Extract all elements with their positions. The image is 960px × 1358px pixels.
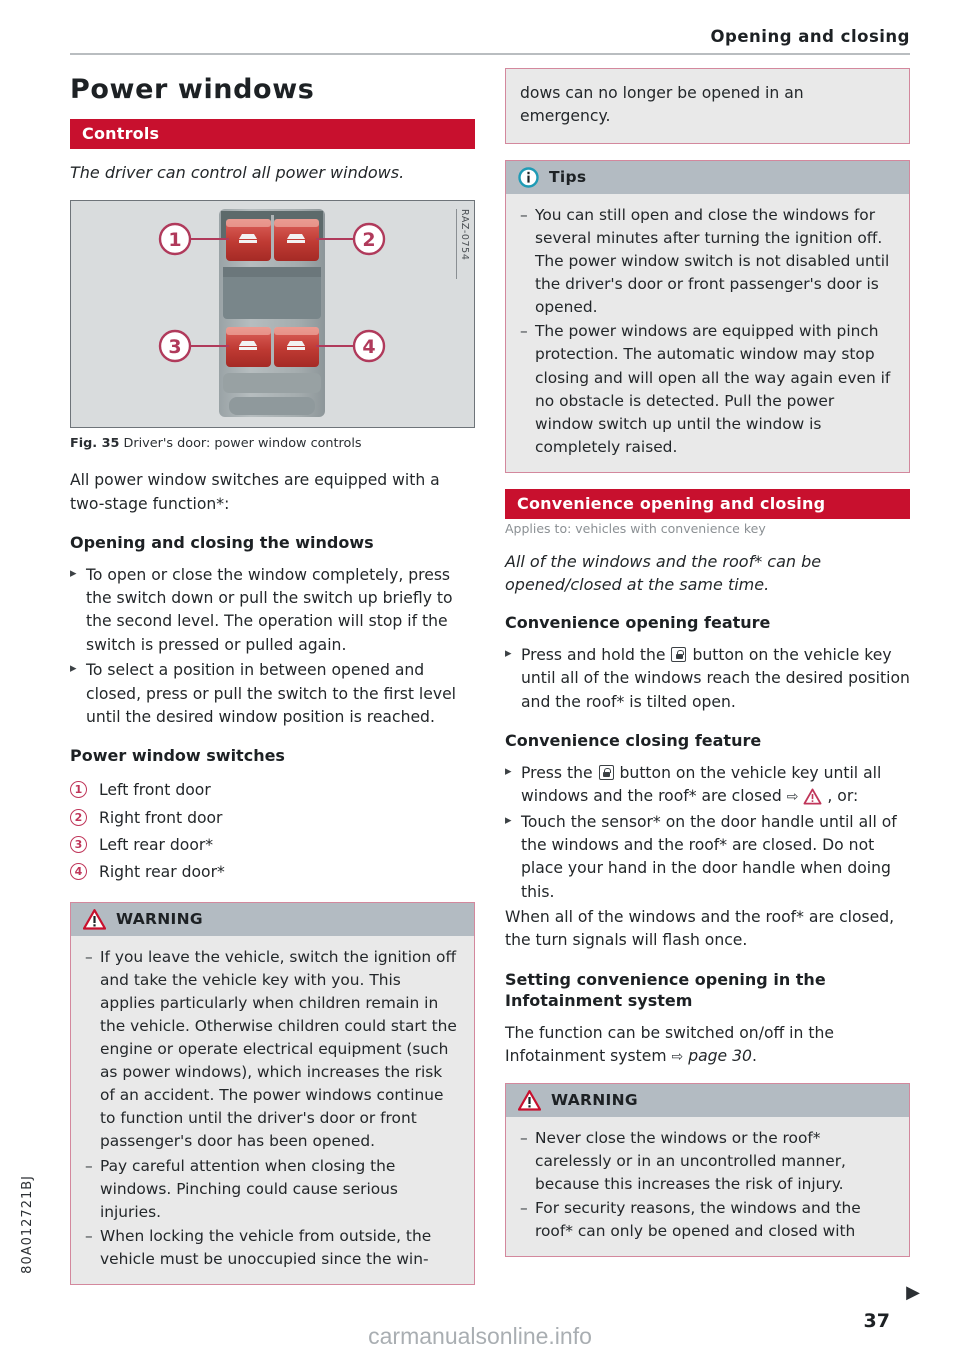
warning-box-left <box>70 902 475 1286</box>
list-item <box>70 777 475 804</box>
warning-box-header <box>506 1084 909 1117</box>
power-window-switches-heading: Power window switches <box>70 746 285 766</box>
tips-box-body <box>506 194 909 472</box>
convenience-closing-heading: Convenience closing feature <box>505 731 762 751</box>
warning-continuation-body <box>506 69 909 143</box>
warning-box-body <box>506 1117 909 1257</box>
figure-source-code: RAZ-0754 <box>456 209 470 279</box>
list-item <box>505 762 910 809</box>
key-lock-button-icon <box>671 647 686 662</box>
page-number: 37 <box>863 1310 890 1332</box>
opening-closing-steps <box>70 564 475 730</box>
figure-caption-text: Driver's door: power window controls <box>123 436 362 452</box>
warning-items <box>520 1127 895 1244</box>
tips-box-header <box>506 161 909 194</box>
figure-caption-label: Fig. 35 <box>70 436 120 452</box>
applies-to-note: Applies to: vehicles with convenience key <box>505 520 766 536</box>
svg-text:4: 4 <box>362 336 376 359</box>
cross-reference-arrow-icon: ⇨ <box>786 789 799 806</box>
callout-number-icon: 4 <box>70 863 87 880</box>
warning-triangle-icon <box>518 1090 541 1111</box>
warning-box-body <box>71 936 474 1285</box>
list-item: ▸ To open or close the window completely, press the switch down or pull the switch up briefly to the second level. The operation will stop if the switch is pressed or pulled again. <box>70 564 475 658</box>
warning-title: WARNING <box>116 910 203 929</box>
figure-caption <box>70 436 475 451</box>
right-column <box>505 68 910 1273</box>
list-item: – For security reasons, the windows and the roof* can only be opened and closed with <box>520 1197 895 1243</box>
page-title: Power windows <box>70 74 315 105</box>
turn-signal-note: When all of the windows and the roof* are closed, the turn signals will flash once. <box>505 908 895 950</box>
callout-number-icon: 2 <box>70 809 87 826</box>
section-header-controls: Controls <box>70 119 475 149</box>
continuation-arrow-icon: ▶ <box>906 1282 920 1303</box>
step-text-before-icon: Press and hold the <box>521 645 666 664</box>
power-window-switches-list <box>70 777 475 886</box>
warning-box-right <box>505 1083 910 1258</box>
list-item: ▸ To select a position in between opened and closed, press or pull the switch to the first level until the desired window position is reached. <box>70 659 475 729</box>
door-panel-illustration <box>71 201 472 426</box>
intro-paragraph: All power window switches are equipped with a two-stage function*: <box>70 471 440 513</box>
warning-triangle-icon <box>83 909 106 930</box>
warning-continuation-box <box>505 68 910 144</box>
switch-label: Right rear door* <box>99 862 225 881</box>
svg-text:3: 3 <box>168 336 182 359</box>
page-reference-link[interactable]: page 30 <box>688 1047 752 1066</box>
tips-box <box>505 160 910 473</box>
step-text-after-icon: button on the vehicle key until all of the windows reach the desired position and the roof* is tilted open. <box>521 645 910 711</box>
margin-part-number: 80A012721BJ <box>20 1175 35 1274</box>
key-lock-button-icon <box>599 765 614 780</box>
info-circle-icon <box>518 167 539 188</box>
infotainment-setting-heading: Setting convenience opening in the Infotainment system <box>505 969 826 1011</box>
convenience-opening-steps <box>505 644 910 714</box>
convenience-closing-steps <box>505 762 910 904</box>
step-text-after-icon: button on the vehicle key until all windows and the roof* are closed <box>521 763 882 806</box>
list-item <box>70 858 475 885</box>
step-text-before-icon: Press the <box>521 763 593 782</box>
convenience-opening-heading: Convenience opening feature <box>505 613 771 633</box>
convenience-lead-text: All of the windows and the roof* can be opened/closed at the same time. <box>505 551 822 595</box>
warning-items <box>85 946 460 1272</box>
warning-continuation-text: dows can no longer be opened in an emergency. <box>520 84 804 126</box>
opening-closing-heading: Opening and closing the windows <box>70 532 374 552</box>
cross-reference-arrow-icon: ⇨ <box>671 1049 684 1066</box>
warning-box-header <box>71 903 474 936</box>
list-item: – Never close the windows or the roof* carelessly or in an uncontrolled manner, because this increases the risk of injury. <box>520 1127 895 1196</box>
header-rule <box>70 53 910 55</box>
warning-title: WARNING <box>551 1091 638 1110</box>
controls-lead-text: The driver can control all power windows. <box>70 163 405 182</box>
switch-label: Left front door <box>99 781 211 800</box>
list-item: – If you leave the vehicle, switch the ignition off and take the vehicle key with you. This applies particularly when children remain in the vehicle. Otherwise children could start the engine or operate electrical equipment (such as power windows), which increases the risk of an accident. The power windows continue to function until the driver's door or front passenger's door has been opened. <box>85 946 460 1154</box>
setting-text-before-ref: The function can be switched on/off in the Infotainment system <box>505 1024 834 1066</box>
svg-text:2: 2 <box>362 229 376 252</box>
list-item: – When locking the vehicle from outside, the vehicle must be unoccupied since the win- <box>85 1225 460 1271</box>
switch-label: Left rear door* <box>99 835 214 854</box>
list-item: – You can still open and close the windows for several minutes after turning the ignition off. The power window switch is not disabled until the driver's door or front passenger's door is opened. <box>520 204 895 320</box>
site-watermark: carmanualsonline.info <box>368 1323 592 1349</box>
list-item: – The power windows are equipped with pinch protection. The automatic window may stop closing and will open all the way again even if no obstacle is detected. Pull the power window switch up until the window is completely raised. <box>520 320 895 459</box>
warning-triangle-inline-icon <box>803 788 822 805</box>
infotainment-setting-text <box>505 1022 910 1069</box>
tips-items <box>520 204 895 459</box>
step-text-tail: , or: <box>827 787 859 806</box>
callout-number-icon: 3 <box>70 836 87 853</box>
list-item <box>505 644 910 714</box>
switch-label: Right front door <box>99 808 223 827</box>
callout-number-icon: 1 <box>70 781 87 798</box>
svg-text:1: 1 <box>168 229 182 252</box>
setting-text-after-ref: . <box>751 1047 757 1066</box>
list-item <box>70 831 475 858</box>
figure-power-window-controls <box>70 200 475 428</box>
tips-title: Tips <box>549 168 587 187</box>
running-head: Opening and closing <box>710 27 910 46</box>
list-item: ▸ Touch the sensor* on the door handle until all of the windows and the roof* are closed. Do not place your hand in the door handle when doing this. <box>505 811 910 905</box>
list-item <box>70 804 475 831</box>
left-column <box>70 68 475 1301</box>
list-item: – Pay careful attention when closing the windows. Pinching could cause serious injuries. <box>85 1155 460 1224</box>
section-header-convenience: Convenience opening and closing <box>505 489 910 519</box>
